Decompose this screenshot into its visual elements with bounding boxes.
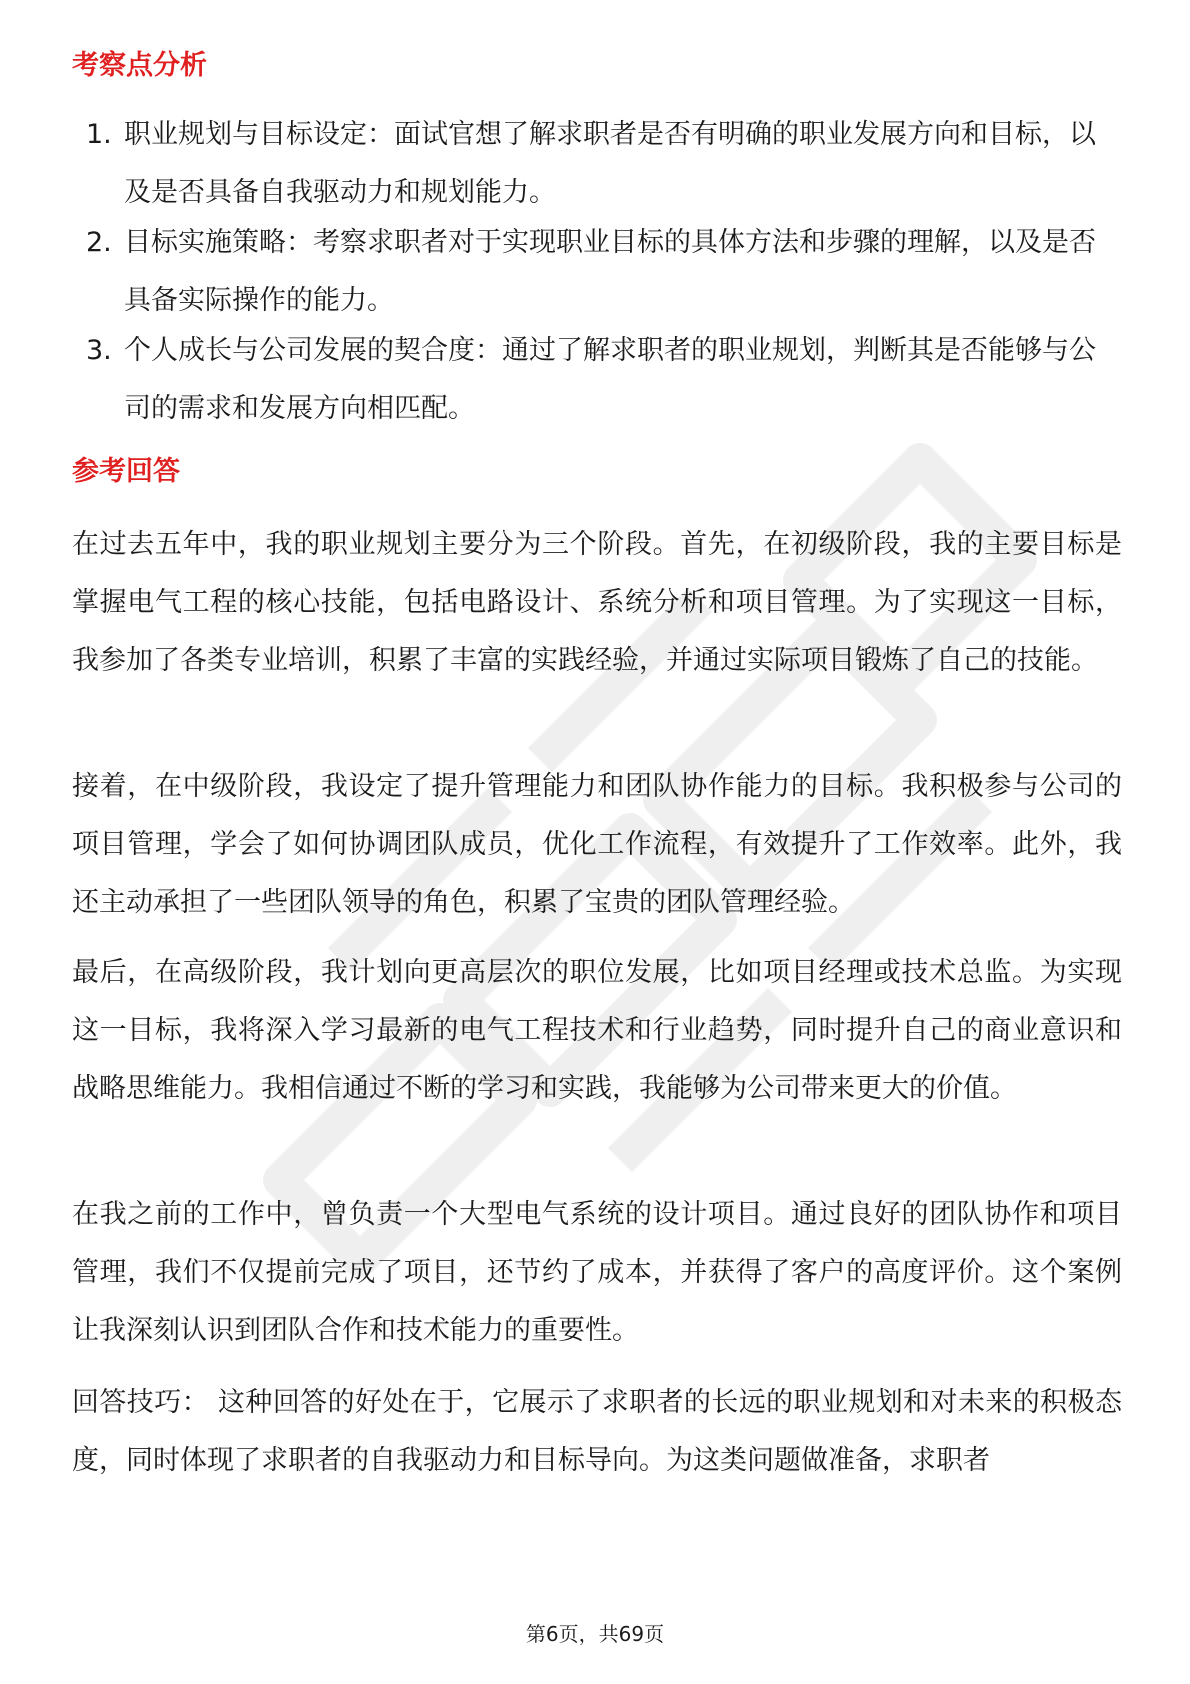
answer-tips-paragraph: 回答技巧： 这种回答的好处在于，它展示了求职者的长远的职业规划和对未来的积极态度，同时体现了求职者的自我驱动力和目标导向。为这类问题做准备，求职者 — [72, 1387, 1122, 1476]
section-title-analysis: 考察点分析 — [72, 50, 207, 81]
page-number: 第6页，共69页 — [525, 1622, 665, 1646]
answer-paragraph: 最后，在高级阶段，我计划向更高层次的职位发展，比如项目经理或技术总监。为实现这一目标，我将深入学习最新的电气工程技术和行业趋势，同时提升自己的商业意识和战略思维能力。我相信通过不断的学习和实践，我能够为公司带来更大的价值。 — [72, 957, 1122, 1104]
list-item — [72, 214, 1122, 330]
list-item-text: 职业规划与目标设定：面试官想了解求职者是否有明确的职业发展方向和目标，以及是否具备自我驱动力和规划能力。 — [124, 119, 1096, 208]
section-title-answer: 参考回答 — [72, 456, 180, 487]
answer-paragraph: 在我之前的工作中，曾负责一个大型电气系统的设计项目。通过良好的团队协作和项目管理，我们不仅提前完成了项目，还节约了成本，并获得了客户的高度评价。这个案例让我深刻认识到团队合作和技术能力的重要性。 — [72, 1199, 1122, 1346]
answer-paragraph: 在过去五年中，我的职业规划主要分为三个阶段。首先，在初级阶段，我的主要目标是掌握电气工程的核心技能，包括电路设计、系统分析和项目管理。为了实现这一目标，我参加了各类专业培训，积累了丰富的实践经验，并通过实际项目锻炼了自己的技能。 — [72, 529, 1122, 676]
answer-paragraph: 接着，在中级阶段，我设定了提升管理能力和团队协作能力的目标。我积极参与公司的项目管理，学会了如何协调团队成员，优化工作流程，有效提升了工作效率。此外，我还主动承担了一些团队领导的角色，积累了宝贵的团队管理经验。 — [72, 771, 1122, 918]
list-item-text: 个人成长与公司发展的契合度：通过了解求职者的职业规划，判断其是否能够与公司的需求和发展方向相匹配。 — [124, 335, 1096, 424]
list-item-number: 1. — [86, 119, 112, 150]
list-item-text: 目标实施策略：考察求职者对于实现职业目标的具体方法和步骤的理解，以及是否具备实际操作的能力。 — [124, 227, 1096, 316]
list-item — [72, 106, 1122, 222]
list-item-number: 2. — [86, 227, 112, 258]
list-item — [72, 322, 1122, 438]
list-item-number: 3. — [86, 335, 112, 366]
